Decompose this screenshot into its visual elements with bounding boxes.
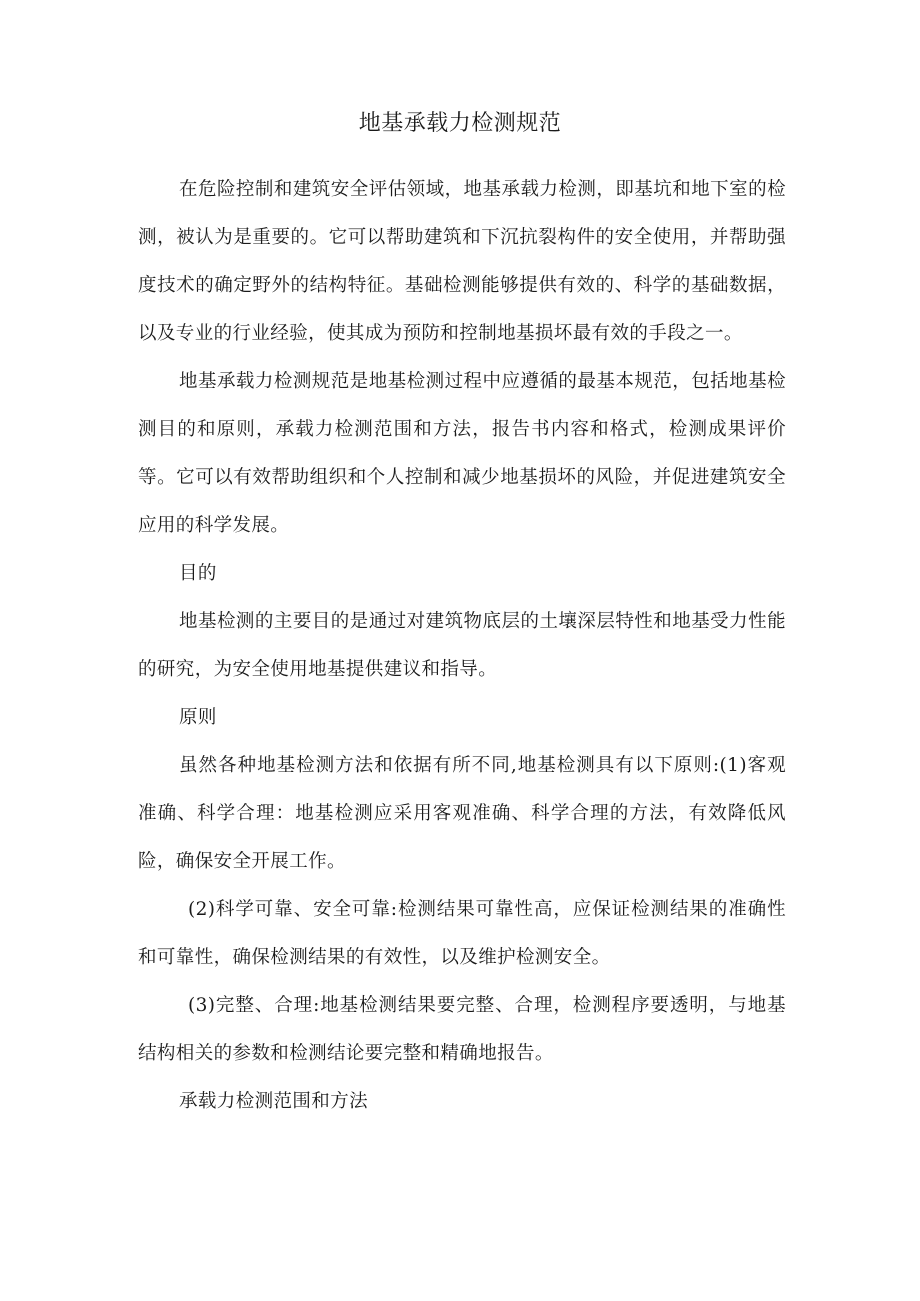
purpose-paragraph: 地基检测的主要目的是通过对建筑物底层的土壤深层特性和地基受力性能的研究，为安全使用地基提供建议和指导。	[138, 611, 786, 680]
principle-3-paragraph: (3)完整、合理:地基检测结果要完整、合理，检测程序要透明，与地基结构相关的参数和检测结论要完整和精确地报告。	[138, 995, 786, 1064]
scope-heading: 承载力检测范围和方法	[179, 1091, 369, 1112]
principles-heading: 原则	[179, 707, 217, 728]
principle-2-paragraph: (2)科学可靠、安全可靠:检测结果可靠性高，应保证检测结果的准确性和可靠性，确保检测结果的有效性，以及维护检测安全。	[138, 899, 786, 968]
document-body	[138, 166, 786, 1126]
document-title: 地基承载力检测规范	[358, 111, 562, 136]
purpose-heading: 目的	[179, 563, 217, 584]
principle-1-paragraph: 虽然各种地基检测方法和依据有所不同,地基检测具有以下原则:(1)客观准确、科学合理：地基检测应采用客观准确、科学合理的方法，有效降低风险，确保安全开展工作。	[138, 755, 786, 872]
intro-paragraph: 在危险控制和建筑安全评估领域，地基承载力检测，即基坑和地下室的检测，被认为是重要的。它可以帮助建筑和下沉抗裂构件的安全使用，并帮助强度技术的确定野外的结构特征。基础检测能够提供有效的、科学的基础数据，以及专业的行业经验，使其成为预防和控制地基损坏最有效的手段之一。	[138, 179, 786, 344]
overview-paragraph: 地基承载力检测规范是地基检测过程中应遵循的最基本规范，包括地基检测目的和原则，承载力检测范围和方法，报告书内容和格式，检测成果评价等。它可以有效帮助组织和个人控制和减少地基损坏的风险，并促进建筑安全应用的科学发展。	[138, 371, 786, 536]
